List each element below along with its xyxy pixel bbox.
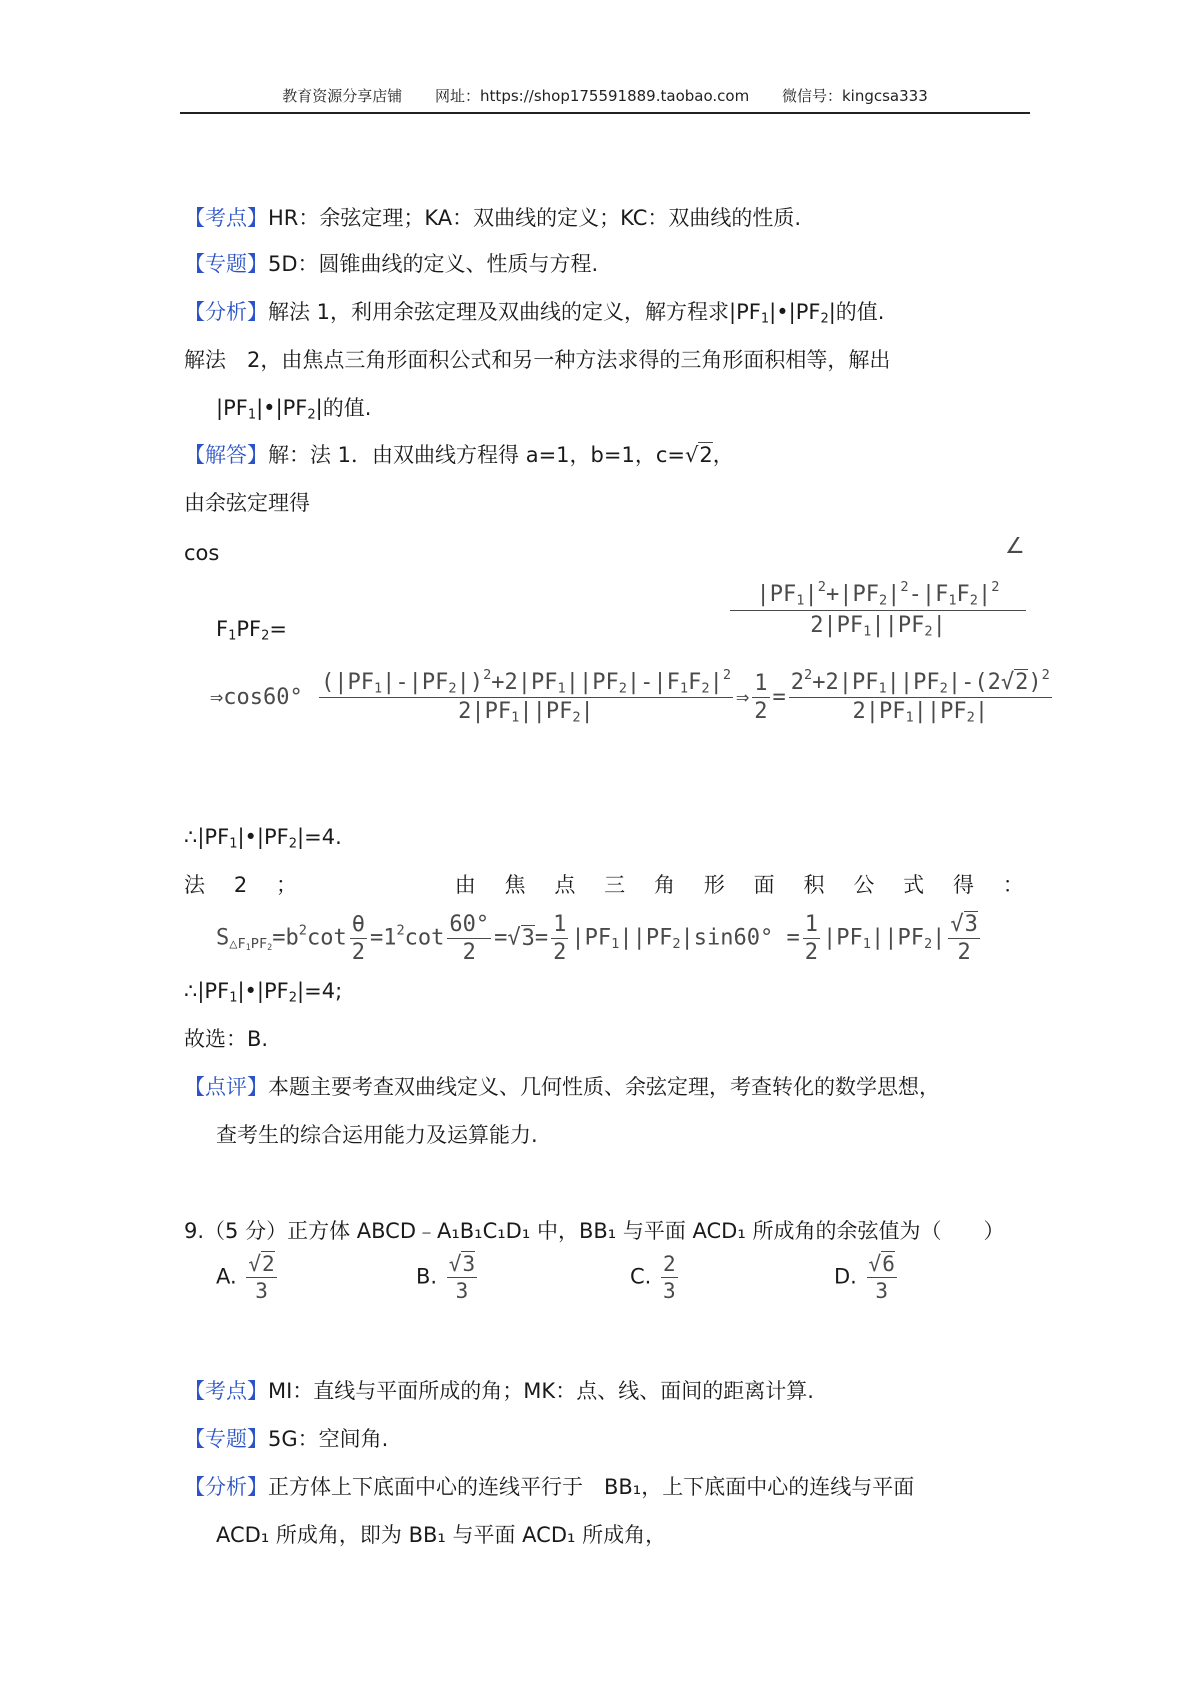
option-d: D. $\frac{√6}{3}$: [834, 1252, 895, 1303]
zhuanti-tag: 【专题】: [184, 252, 268, 276]
dianping-tag: 【点评】: [184, 1075, 268, 1099]
q8-dianping: [184, 1072, 940, 1102]
sqrt-expression: √2: [684, 443, 713, 467]
zhuanti-text: 5D：圆锥曲线的定义、性质与方程.: [268, 252, 599, 276]
answer-choice: 故选：B.: [184, 1027, 269, 1051]
q8-kaodian: [184, 203, 801, 233]
dianping-text-2: 查考生的综合运用能力及运算能力.: [216, 1123, 538, 1147]
conclusion-2: $\therefore|PF_1|•|PF_2|=4$;: [184, 979, 343, 1006]
cos60-equation: ⇒cos60° $\frac{(|PF_1|-|PF_2|)^2+2|PF_1||PF_2|-|F_1F_2|^2}{2|PF_1||PF_2|}$ ⇒ $\frac{1}{2}$ = $\frac{2^2+2|PF_1||PF_2|-(2√2)^2}{2|PF_1||PF_2|}$: [210, 666, 1050, 726]
q8-zhuanti: [184, 249, 598, 279]
option-a: A. $\frac{√2}{3}$: [216, 1252, 275, 1303]
q8-fenxi: [184, 297, 884, 334]
q9-fenxi: [184, 1472, 914, 1502]
kaodian-text: MI：直线与平面所成的角；MK：点、线、面间的距离计算.: [268, 1379, 814, 1403]
fenxi-tag: 【分析】: [184, 300, 268, 324]
cos-theorem-intro: 由余弦定理得: [184, 491, 310, 515]
q9-zhuanti: [184, 1424, 388, 1454]
wechat-id: 微信号：kingcsa333: [781, 87, 928, 105]
product-expression: $|PF_1|•|PF_2|$: [729, 300, 836, 327]
f1pf2-label: $F_1PF_2=$: [216, 617, 288, 644]
jieda-text: 解：法 1．由双曲线方程得 a=1，b=1，c=: [268, 443, 685, 467]
q9-stem: 9.（5 分）正方体 ABCD﹣A₁B₁C₁D₁ 中，BB₁ 与平面 ACD₁ 所成角的余弦值为（ ）: [184, 1219, 1005, 1243]
q9-fenxi-line2: ACD₁ 所成角，即为 BB₁ 与平面 ACD₁ 所成角，: [216, 1523, 667, 1547]
dianping-text-1: 本题主要考查双曲线定义、几何性质、余弦定理，考查转化的数学思想，: [268, 1075, 940, 1099]
fenxi-text-1b: 的值.: [835, 300, 885, 324]
cosine-law-fraction: $\frac{|PF_1|^2+|PF_2|^2-|F_1F_2|^2}{2|PF_1||PF_2|}$: [730, 582, 1026, 640]
q9-kaodian: [184, 1376, 814, 1406]
kaodian-tag: 【考点】: [184, 206, 268, 230]
fenxi-tag: 【分析】: [184, 1475, 268, 1499]
angle-symbol: ∠: [1005, 534, 1025, 559]
option-b: B. $\frac{√3}{3}$: [416, 1252, 476, 1303]
fenxi-text-1: 正方体上下底面中心的连线平行于 BB₁，上下底面中心的连线与平面: [268, 1475, 915, 1499]
zhuanti-tag: 【专题】: [184, 1427, 268, 1451]
zhuanti-text: 5G：空间角.: [268, 1427, 389, 1451]
product-expression: $|PF_1|•|PF_2|$: [216, 396, 323, 423]
kaodian-text: HR：余弦定理；KA：双曲线的定义；KC：双曲线的性质.: [268, 206, 802, 230]
area-formula: $S_{\triangle F_1PF_2}=b^2\cot$ $\frac{\theta}{2}$ $=1^2\cot$ $\frac{60^\circ}{2}$ =√3= $\frac{1}{2}$ $|PF_1||PF_2|\sin 60^\circ$ = $\frac{1}{2}$ $|PF_1||PF_2|$ $\frac{√3}{2}$: [216, 912, 978, 965]
jieda-tag: 【解答】: [184, 443, 268, 467]
shop-name: 教育资源分享店铺: [282, 87, 403, 105]
cos-label: cos: [184, 541, 220, 565]
q8-fenxi-line2: 解法 2，由焦点三角形面积公式和另一种方法求得的三角形面积相等，解出: [184, 348, 891, 372]
q8-jieda: 【解答】解：法 1．由双曲线方程得 a=1，b=1，c=√2，: [184, 443, 734, 467]
conclusion-1: $\therefore|PF_1|•|PF_2|=4$.: [184, 825, 342, 852]
option-c: C. $\frac{2}{3}$: [630, 1252, 676, 1303]
kaodian-tag: 【考点】: [184, 1379, 268, 1403]
q8-fenxi-line3: [216, 393, 371, 430]
fenxi-text-1: 解法 1，利用余弦定理及双曲线的定义，解方程求: [268, 300, 730, 324]
page-header: [180, 85, 1030, 114]
method-2-heading: 法 2 ； 由 焦 点 三 角 形 面 积 公 式 得 ：: [184, 873, 1024, 897]
shop-url: 网址：https://shop175591889.taobao.com: [435, 87, 750, 105]
fenxi-text-3b: 的值.: [322, 396, 372, 420]
